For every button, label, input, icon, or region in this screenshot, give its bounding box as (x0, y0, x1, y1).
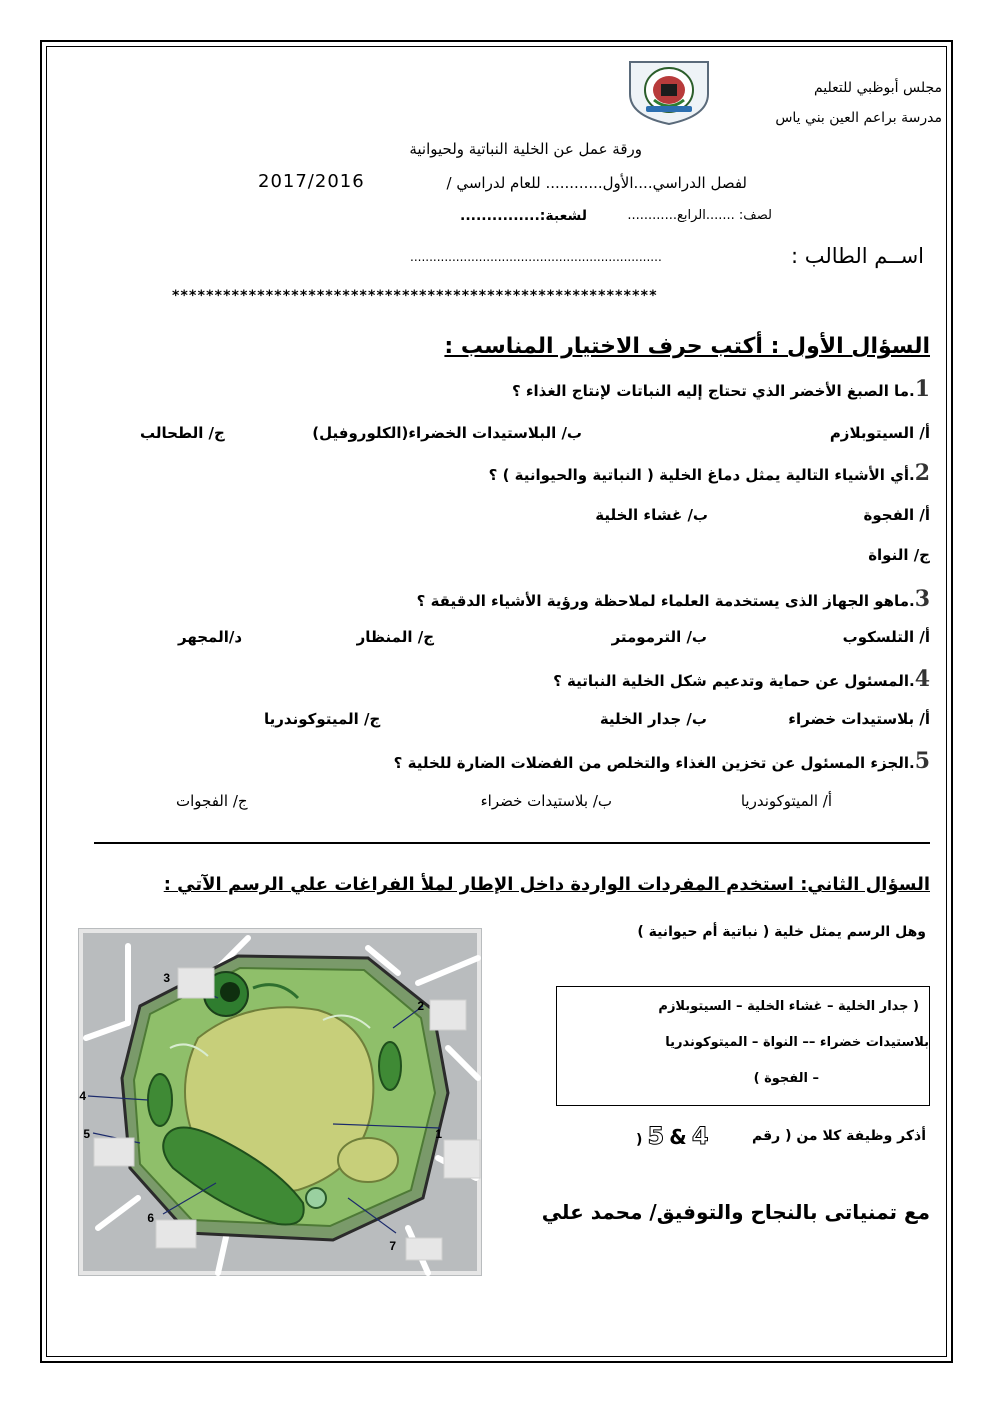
term-line: لفصل الدراسي....الأول............ للعام لدراسي / (446, 174, 747, 192)
q1-item-3-option-d[interactable]: د/المجهر (178, 628, 243, 646)
q1-item-4 (553, 666, 930, 692)
q1-item-4-number: 4 (914, 666, 930, 692)
diagram-label-1: 1 (435, 1127, 442, 1141)
worksheet-title: ورقة عمل عن الخلية النباتية ولحيوانية (409, 140, 642, 158)
plant-cell-diagram (78, 928, 482, 1276)
q1-item-1-text: .ما الصبغ الأخضر الذي تحتاج إليه النباتات لإنتاج الغذاء ؟ (511, 382, 915, 400)
function-question: أذكر وظيفة كلا من ( رقم (751, 1128, 926, 1144)
section-divider (94, 842, 930, 844)
word-bank-box (556, 986, 930, 1106)
q1-item-2-option-a[interactable]: أ/ الفجوة (863, 506, 930, 524)
q1-item-5-text: .الجزء المسئول عن تخزين الغذاء والتخلص من الفضلات الضارة للخلية ؟ (393, 754, 915, 772)
council-name: مجلس أبوظبي للتعليم (813, 80, 942, 96)
q1-item-2-option-c[interactable]: ج/ النواة (868, 546, 930, 564)
diagram-label-6: 6 (147, 1211, 154, 1225)
q1-item-3-option-b[interactable]: ب/ الترمومتر (611, 628, 707, 646)
school-name: مدرسة براعم العين بني ياس (775, 110, 942, 126)
q1-item-4-option-b[interactable]: ب/ جدار الخلية (599, 710, 707, 728)
q1-item-5-option-a[interactable]: أ/ الميتوكوندريا (740, 792, 832, 810)
q1-item-3-option-c[interactable]: ج/ المنظار (356, 628, 434, 646)
function-ampersand: & (669, 1125, 687, 1149)
q1-item-5 (394, 748, 930, 774)
function-number-4: 4 (691, 1122, 709, 1150)
q1-item-2-text: .أي الأشياء التالية يمثل دماغ الخلية ( النباتية والحيوانية ) ؟ (488, 466, 915, 484)
q2-question: وهل الرسم يمثل خلية ( نباتية أم حيوانية ) (637, 924, 926, 940)
q1-item-4-option-c[interactable]: ج/ الميتوكوندريا (264, 710, 381, 728)
q1-item-2-option-b[interactable]: ب/ غشاء الخلية (595, 506, 708, 524)
star-separator: ********************************************************* (172, 288, 658, 304)
q1-item-3-number: 3 (914, 586, 930, 612)
student-name-label: اســم الطالب : (790, 244, 924, 268)
q1-item-5-number: 5 (914, 748, 930, 774)
q1-item-4-text: .المسئول عن حماية وتدعيم شكل الخلية النباتية ؟ (553, 672, 915, 690)
q1-item-4-option-a[interactable]: أ/ بلاستيدات خضراء (788, 710, 930, 728)
function-close-paren: ) (636, 1132, 643, 1148)
diagram-label-2: 2 (417, 999, 424, 1013)
word-bank-line-1: ( جدار الخلية – غشاء الخلية – السيتوبلازم (658, 999, 919, 1014)
q1-item-2 (489, 460, 930, 486)
q1-title: السؤال الأول : أكتب حرف الاختيار المناسب : (444, 334, 930, 359)
q2-title: السؤال الثاني: استخدم المفردات الواردة داخل الإطار لملأ الفراغات علي الرسم الآتي : (163, 874, 930, 895)
q1-item-3 (417, 586, 930, 612)
q1-item-1 (512, 376, 930, 402)
q1-item-1-option-b[interactable]: ب/ البلاستيدات الخضراء(الكلوروفيل) (312, 424, 582, 442)
word-bank-line-2: بلاستيدات خضراء –– النواة – الميتوكوندريا (665, 1035, 929, 1050)
q1-item-1-number: 1 (914, 376, 930, 402)
diagram-label-3: 3 (163, 971, 170, 985)
q1-item-5-option-b[interactable]: ب/ بلاستيدات خضراء (480, 792, 612, 810)
diagram-label-5: 5 (83, 1127, 90, 1141)
function-number-5: 5 (647, 1122, 665, 1150)
diagram-label-4: 4 (79, 1089, 86, 1103)
function-numbers (636, 1122, 709, 1150)
q1-item-2-number: 2 (914, 460, 930, 486)
class-line: لصف: .......الرابع............ (627, 208, 772, 223)
q1-item-3-text: .ماهو الجهاز الذى يستخدمة العلماء لملاحظة ورؤية الأشياء الدقيقة ؟ (416, 592, 915, 610)
school-year: 2017/2016 (258, 171, 365, 192)
word-bank-line-3: – الفجوة ) (753, 1071, 819, 1086)
student-name-blank[interactable]: .................................................................. (410, 250, 662, 264)
diagram-label-7: 7 (389, 1239, 396, 1253)
q1-item-1-option-a[interactable]: أ/ السيتوبلازم (829, 424, 930, 442)
section-line: لشعبة:............... (460, 208, 587, 224)
q1-item-1-option-c[interactable]: ج/ الطحالب (140, 424, 225, 442)
q1-item-3-option-a[interactable]: أ/ التلسكوب (842, 628, 930, 646)
q1-item-5-option-c[interactable]: ج/ الفجوات (176, 792, 248, 810)
closing-note: مع تمنياتى بالنجاح والتوفيق/ محمد علي (541, 1200, 930, 1224)
school-logo-icon (624, 56, 714, 126)
